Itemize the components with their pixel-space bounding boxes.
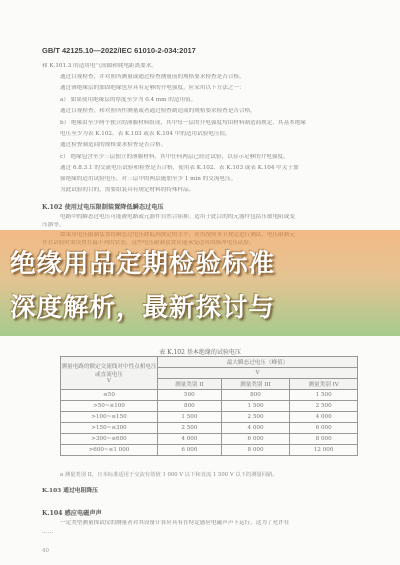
table-cell: 2 500 [221,412,290,423]
table-header-voltage [61,357,158,390]
table-cell: 2 500 [158,423,222,434]
table-cell: >100~≤150 [61,412,158,423]
title-banner [0,230,400,336]
table-header-voltage-label: 测量电路的额定交流线对中性点相电压或直流电压 [61,364,157,378]
body-line: 通过薄绝缘层的加固绝缘也应具有足够的介电强度，应采用以下方法之一： [60,85,245,91]
body-line: b） 绝缘由至少两个独立的薄膜材料组成，其中每一层的介电强度均由材料制造商规定，其基本绝缘 [60,120,306,126]
body-line: a） 如果使用绝缘层的厚度至少为 0.4 mm 的适用值。 [60,97,197,103]
table-row [61,390,358,401]
body-line: 电压至少为表 K.102、表 K.103 或表 K.104 中的适用试验电压值。 [60,131,231,137]
table-cell: >300~≤600 [61,434,158,445]
table-cell: 4 000 [158,434,222,445]
table-cell: 800 [221,390,290,401]
section-heading-k102: K.102 使用过电压限制装置降低瞬态过电压 [42,204,164,211]
table-row [61,412,358,423]
body-line: 通过目视检查，和对照所作测量或者通过检查制造商的规格要求检查是否合格。 [60,108,256,114]
document-header: GB/T 42125.10—2022/IEC 61010-2-034:2017 [42,46,196,55]
table-cell: 1 500 [158,412,222,423]
banner-title-line-2: 深度解析，最新探讨与 [10,293,276,323]
test-voltage-table [60,356,358,456]
table-cell: ≤50 [61,390,158,401]
section-heading-k104: K.104 感应电磁声声 [42,510,102,517]
table-cell: 1 500 [290,390,358,401]
table-row [61,423,358,434]
table-cell: 4 000 [290,412,358,423]
table-cell: 8 000 [221,445,290,456]
table-cell: 2 500 [290,401,358,412]
body-line: 通过检查制造商的规格要求检查是否合格。 [60,142,167,148]
section-line: 压器等。 [42,222,65,228]
table-cell: 500 [158,390,222,401]
body-line: c） 绝缘包含至少三层独立的薄膜材料，其中任何两层已经过试验，以显示足够的介电强度。 [60,154,289,160]
body-line: 为此试验的目的，需要组装具有规定材料的特殊样品。 [60,187,195,193]
page-number: 40 [42,548,49,554]
table-header-transient: 最大瞬态过电压（峰值） [158,357,358,368]
section-line: 电路中的瞬态过电压可能被电路或元器件自然合阻抑。适用于此目的的元器件包括压敏电阻或变 [60,214,295,220]
table-row [61,434,358,445]
table-cell: 8 000 [290,434,358,445]
table-cell: 6 000 [290,423,358,434]
table-cell: 12 000 [290,445,358,456]
table-subheader: 测量类别 IV [290,379,358,390]
table-title: 表 K.102 基本绝缘的试验电压 [159,349,241,356]
table-subheader: 测量类别 III [221,379,290,390]
table-cell: 4 000 [221,423,290,434]
table-footnote: a 测量类别 II，且本标准适用于交流有效值 1 000 V 以下和直流 1 500 V 以下的测量回路。 [60,472,278,478]
table-cell: 6 000 [158,445,222,456]
body-line: 通过目视检查，并对照所测量或通过检查测量前的规格要求检查是否合格。 [60,74,245,80]
table-cell: >600~≤1 000 [61,445,158,456]
table-cell: >50~≤100 [61,401,158,412]
table-cell: >150~≤300 [61,423,158,434]
table-row [61,401,358,412]
table-cell: 1 500 [221,401,290,412]
tail-line: …… [42,529,54,535]
table-cell: 800 [158,401,222,412]
body-line: 强绝缘的适用试验电压，对三层中的两层施加至少 1 min 的交流电压。 [60,176,237,182]
table-header-transient-unit: V [158,368,358,379]
banner-title-line-1: 绝缘用品定期检验标准 [10,249,276,279]
table-cell: 6 000 [221,434,290,445]
table-subheader: 测量类别 II [158,379,222,390]
body-line: 和 K.101.3 的适用电气间隙和爬电距离要求。 [42,63,158,69]
tail-line: 一定类型测量探试仪的测量者对其设备计算应具有在特定感应电磁声声下运行。这为了允许在 [60,520,290,526]
table-header-voltage-unit: V [106,378,112,384]
table-row [61,445,358,456]
section-heading-k103: K.103 通过电阻降压 [42,488,98,494]
body-line: 通过 6.8.3.1 的交流电压试验和检查是否合格，使用表 K.102、表 K.103 或表 K.104 中关于加 [60,165,299,171]
